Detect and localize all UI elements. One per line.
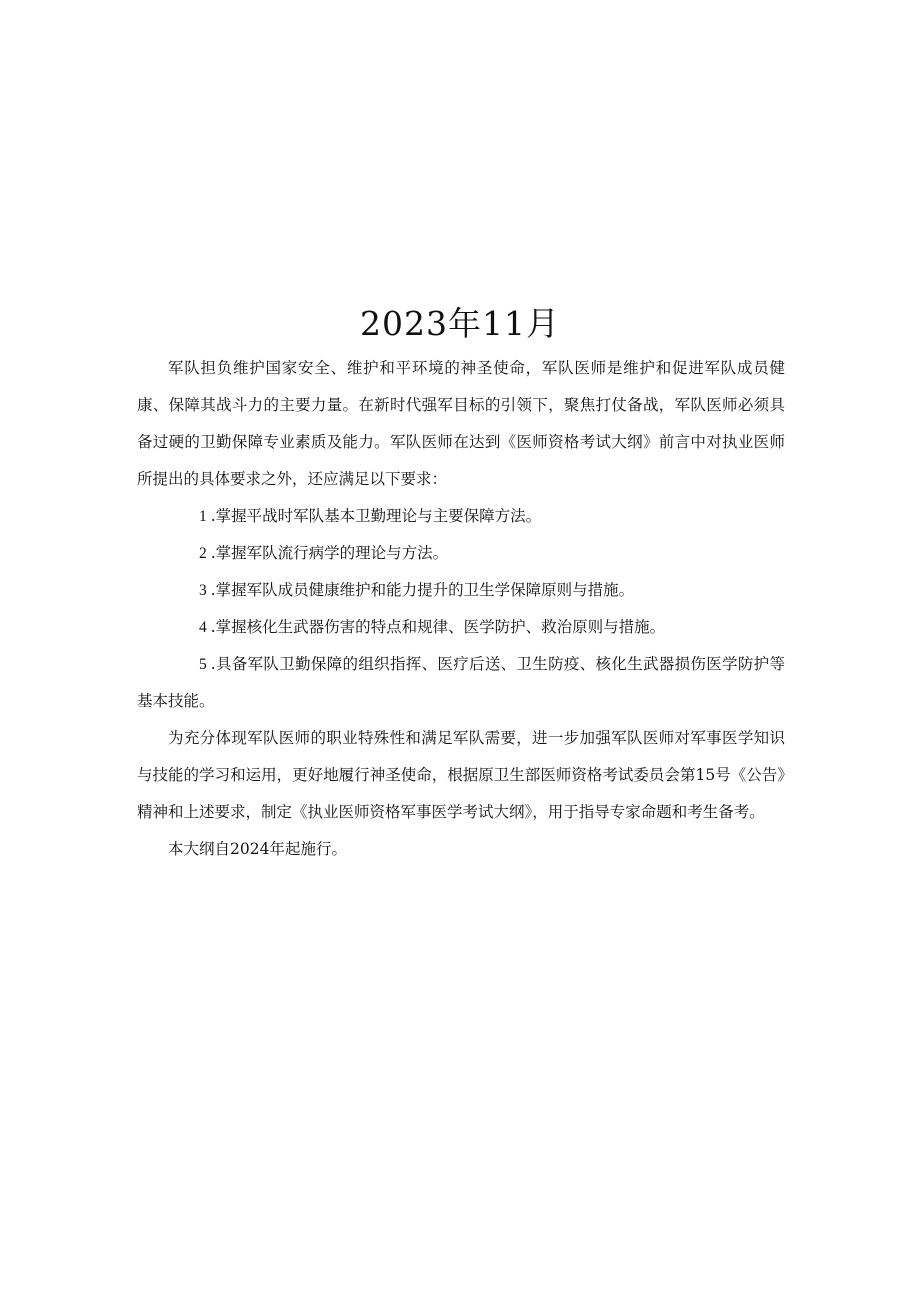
intro-paragraph: 军队担负维护国家安全、维护和平环境的神圣使命，军队医师是维护和促进军队成员健康、保障其战斗力的主要力量。在新时代强军目标的引领下，聚焦打仗备战，军队医师必须具备过硬的卫勤保障专业素质及能力。军队医师在达到《医师资格考试大纲》前言中对执业医师所提出的具体要求之外，还应满足以下要求： (137, 359, 785, 488)
requirement-item-4 (137, 609, 785, 646)
requirement-number: 2 (199, 545, 207, 562)
effective-date-paragraph: 本大纲自2024年起施行。 (168, 840, 347, 858)
requirement-text: .掌握军队流行病学的理论与方法。 (210, 544, 449, 562)
requirement-item-1 (137, 498, 785, 535)
requirement-text: .掌握平战时军队基本卫勤理论与主要保障方法。 (210, 507, 542, 525)
purpose-paragraph: 为充分体现军队医师的职业特殊性和满足军队需要，进一步加强军队医师对军事医学知识与技能的学习和运用，更好地履行神圣使命，根据原卫生部医师资格考试委员会第15号《公告》精神和上述要求，制定《执业医师资格军事医学考试大纲》，用于指导专家命题和考生备考。 (137, 729, 785, 821)
requirement-item-3 (137, 572, 785, 609)
requirement-text: .掌握核化生武器伤害的特点和规律、医学防护、救治原则与措施。 (210, 618, 666, 636)
requirement-text: .掌握军队成员健康维护和能力提升的卫生学保障原则与措施。 (210, 581, 635, 599)
requirement-number: 3 (199, 582, 207, 599)
requirement-number: 1 (199, 508, 207, 525)
date-heading: 2023年11月 (360, 304, 560, 343)
requirement-text: .具备军队卫勤保障的组织指挥、医疗后送、卫生防疫、核化生武器损伤医学防护等基本技能。 (137, 655, 785, 710)
requirement-item-2 (137, 535, 785, 572)
preface-body (137, 350, 785, 868)
requirement-item-5 (137, 646, 785, 720)
requirement-number: 5 (199, 656, 207, 673)
requirement-number: 4 (199, 619, 207, 636)
